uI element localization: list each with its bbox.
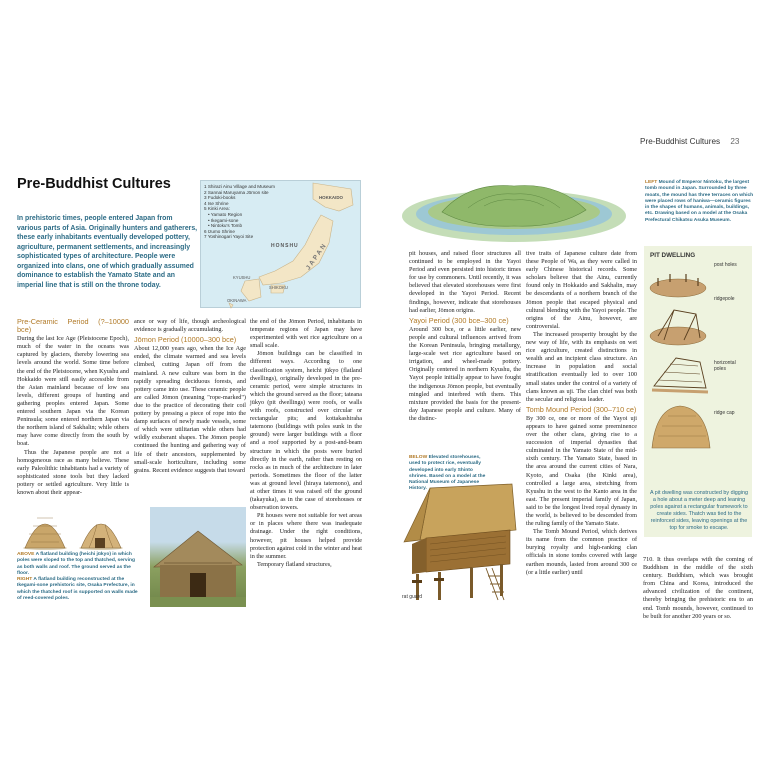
section-heading: Yayoi Period (300 bce–300 ce) [409,315,509,325]
pit-label-ridge-cap: ridge cap [714,410,735,416]
photo-building-svg [150,507,246,607]
caption-label: LEFT [645,180,658,185]
caption-text: A flatland building reconstructed at the Ikegami-sone prehistoric site, Osaka Prefecture, in which the thatched roof is supported on walls made of reed-covered poles. [17,577,138,602]
paragraph: pit houses, and raised floor structures all continued to be employed in the Yayoi Period and even persisted into historic times for use by commoners. Until recently, it was believed that elevated storehouses were first developed in the Yayoi Period. Recent findings, however, indicate that storehouses had earlier, Jōmon origins. [409,250,521,314]
flatland-huts-svg [17,504,129,550]
section-heading: Tomb Mound Period (300–710 ce) [526,404,637,414]
paragraph: Thus the Japanese people are not a homogeneous race as many believe. These early Paleolithic inhabitants had a variety of sophisticated stone tools but they lacked pottery or settled agriculture. Very little is known about their appear- [17,448,129,496]
map-legend-item: 7 Yoshinogari Yayoi Site [204,234,254,240]
map-legend-item: 5 Kinki Area: [204,206,230,212]
running-head [640,137,739,146]
japan-map [200,180,361,308]
pit-dwelling-title: PIT DWELLING [650,252,696,259]
storehouse-illustration [400,478,518,604]
text-column-5 [526,250,637,577]
section-heading: Jōmon Period (10000–300 bce) [134,335,237,345]
map-label-hokkaido: HOKKAIDO [319,195,343,200]
map-legend-item: • Ikegami-sone [208,217,239,223]
flatland-building-illustration [17,504,129,550]
paragraph: tive traits of Japanese culture date from these People of Wa, as they were called in early Chinese historical records. Some scholars believe that the Ainu, currently found only in Hokkaido and Sakhalin, may be descendants of a northern branch of the Jōmon people that escaped physical and cultural blending with the Yayoi people. The origins of the Ainu, however, are controversial. [526,250,637,330]
map-legend-item: • Yamato Region [208,211,243,217]
caption-label: RIGHT [17,577,33,583]
paragraph: Pit houses were not suitable for wet areas or in places where there was inadequate drainage. Under the right conditions, however, pit houses helped provide protection against cold in the winter and heat in the summer. [250,512,362,560]
pit-label-ridgepole: ridgepole [714,296,735,302]
map-label-japan: JAPAN [304,241,329,272]
map-legend-item: 1 Shirazi Ainu Village and Museum [204,184,275,189]
paragraph: The Tomb Mound Period, which derives its name from the common practice of burying royalty and high-ranking clan officials in stone tombs covered with large earthen mounds, lasted from around 300 ce (or a little earlier) until [526,528,637,576]
text-column-3 [250,318,362,569]
intro-paragraph: In prehistoric times, people entered Japan from various parts of Asia. Originally hunters and gatherers, these early inhabitants eventually developed pottery, agriculture, permanent settlements, and increasingly sophisticated types of architecture. People were organized into clans, one of which gradually assumed dominance to establish the Yamato State and an imperial line that is still on the throne today. [17,215,198,289]
section-heading: Pre-Ceramic Period (?–10000 bce) [17,317,129,335]
map-legend-item: 6 Izumo Shrine [204,228,235,234]
paragraph: Around 300 bce, or a little earlier, new people and cultural influences arrived from the Korean Peninsula, bringing metallurgy, large-scale wet rice agriculture based on irrigation, and wheel-made pottery. Originally centered in northern Kyushu, the Yayoi people initially appear to have fought the indigenous Jōmon people, but eventually mingled and interbred with them. This mixture provided the basis for the present-day Japanese people and culture. Many of the distinc- [409,325,521,422]
caption-text: Mound of Emperor Nintoku, the largest tomb mound in Japan. Surrounded by three moats, the mound has three terraces on which were placed rows of haniwa—ceramic figures in the shapes of humans, animals, buildings, etc. Drawing based on a model at the Osaka Prefectural Chikatsu Asuka Museum. [645,180,754,223]
paragraph: About 12,000 years ago, when the Ice Age ended, the climate warmed and sea levels climbed, cutting Japan off from the mainland. A new culture was born in the rapidly spreading deciduous forests, and pottery came into use. These ceramic people are called Jōmon (meaning "rope-marked") due to the practice of decorating their coil pottery by pressing a piece of rope into the damp surfaces of newly made vessels, some of which were utilitarian while others had wildly exuberant shapes. The Jōmon people continued the hunting and gathering way of life of their ancestors, supplemented by small-scale horticulture, including some grains. Recent evidence suggests that toward [134,345,246,474]
page-number: 23 [730,137,740,146]
storehouse-svg [400,478,518,604]
paragraph: During the last Ice Age (Pleistocene Epoch), much of the water in the oceans was captured by glaciers, thereby lowering sea levels around the world. Some time before the end of the Pleistocene, when Kyushu and Hokkaido were still easily accessible from the Asian mainland because of low sea levels, different groups of hunting and gathering peoples entered Japan. Some entered southern Japan via the Korean Peninsula; some entered northern Japan via the northern island of Sakhalin; while others may have come directly from the south by boat. [17,335,129,448]
reconstructed-building-photo [150,507,246,607]
pit-label-horizontal-poles: horizontal poles [714,360,736,372]
map-label-shikoku: SHIKOKU [269,285,288,290]
map-label-kyushu: KYUSHU [233,275,251,280]
page-title: Pre-Buddhist Cultures [17,176,171,192]
caption-label: BELOW [409,455,428,460]
text-column-1 [17,316,129,497]
paragraph: ance or way of life, though archeological evidence is gradually accumulating. [134,318,246,334]
rat-guard-label: rat guard [402,594,423,600]
caption-text: Elevated storehouses, used to protect rice, eventually developed into early Shinto shrines. Based on a model at the National Museum of Japanese History. [409,455,486,492]
running-head-title: Pre-Buddhist Cultures [640,137,721,146]
map-legend-item: 2 Sannai Maruyama Jōmon site [204,189,269,195]
map-legend-item: 4 Ise Shrine [204,200,229,206]
text-column-6 [643,556,753,621]
paragraph: Jōmon buildings can be classified in different ways. According to one classification system, heichi jūkyo (flatland dwellings), originally developed in the pre-ceramic period, were simple structures in which the ground served as the floor; tateana jūkyo (pit dwellings) were roofs, or walls with roofs, constructed over circular or rectangular pits; and kottakashiraha tatemono (buildings with poles sunk in the ground) were larger buildings with a floor and a roof supported by a post-and-beam structure in which the posts were buried directly in the earth, rather than resting on rocks as in much of the architecture in later periods. Sometimes the floor of the latter was at ground level (hiraya tatemono), and at other times it was raised off the ground (takayuka), as in the case of storehouses or observation towers. [250,350,362,512]
pit-label-post-holes: post holes [714,262,737,268]
map-legend [204,184,275,240]
map-legend-item: 3 Fudoki-books [204,195,236,201]
map-label-honshu: HONSHU [271,243,299,249]
pit-dwelling-caption: A pit dwelling was constructed by digging a hole about a meter deep and leaning poles against a rectangular framework to create sides. Thatch was tied to the reinforced sides, leaving openings at the top for smoke to escape. [650,490,748,531]
paragraph: The increased prosperity brought by the new way of life, with its emphasis on wet rice agriculture, created distinctions in wealth and an incipient class structure. An increase in population and social stratification eventually led to over 100 small states under the control of a variety of clans known as uji. The clan chief was both the secular and religious leader. [526,330,637,403]
paragraph: the end of the Jōmon Period, inhabitants in temperate regions of Japan may have experimented with wet rice agriculture on a small scale. [250,318,362,350]
tomb-mound-svg [398,172,630,248]
paragraph: By 300 ce, one or more of the Yayoi uji appears to have gained some preeminence over the other clans, giving rise to a succession of imperial dynasties that culminated in the Yamato State of the mid-sixth century. The Yamato State, based in the area around the current cities of Nara, Kyoto, and Osaka (the Kinki area), controlled a large area, stretching from Kyushu in the west to the Kanto area in the east. The present imperial family of Japan, said to be the longest lived royal dynasty in the world, is believed to be descended from the ruling family of the Yamato State. [526,414,637,528]
map-legend-item: • Nintoku's Tomb [208,223,243,229]
pit-dwelling-box [644,246,752,537]
caption-label: ABOVE [17,552,35,557]
caption-text: A flatland building (heichi jūkyo) in which poles were sloped to the top and thatched, serving as both walls and roof. The ground served as the floor. [17,552,135,576]
tomb-mound-illustration [398,172,630,248]
paragraph: 710. It thus overlaps with the coming of Buddhism in the middle of the sixth century. Buddhism, which was brought from China and Korea, introduced the advanced civilization of the continent, thereby bringing the prehistoric era to an end. Tomb mounds, however, continued to be built for another 200 years or so. [643,556,753,620]
text-column-2 [134,318,246,475]
text-column-4 [409,250,521,423]
paragraph: Temporary flatland structures, [257,560,332,568]
caption-tomb [645,180,755,224]
caption-flatland [17,552,141,602]
map-label-okinawa: OKINAWA [227,298,247,303]
